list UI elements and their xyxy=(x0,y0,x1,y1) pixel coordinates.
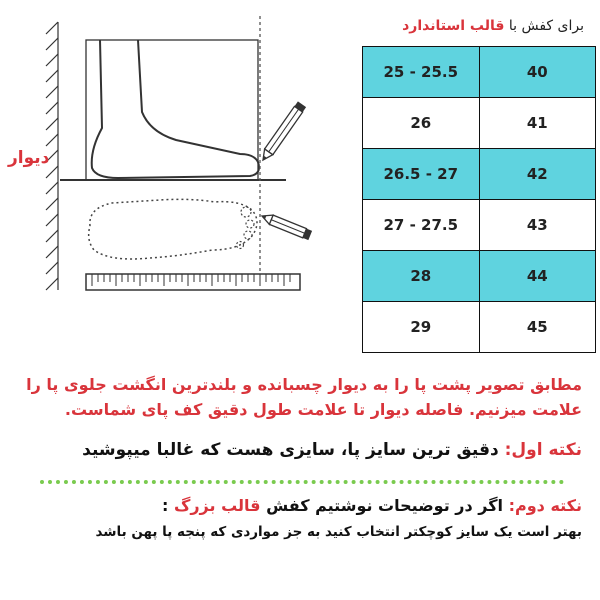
dotted-divider xyxy=(40,480,564,484)
table-title-accent: قالب استاندارد xyxy=(402,18,505,34)
size-table-title xyxy=(372,18,584,34)
shoe-size-cell: 43 xyxy=(479,200,596,251)
note-two-detail: بهتر است یک سایز کوچکتر انتخاب کنید به جز مواردی که پنجه پا پهن باشد xyxy=(95,524,582,540)
note-two-text: اگر در توضیحات نوشتیم کفش xyxy=(266,496,504,515)
note-two-label: نکته دوم: xyxy=(508,496,582,515)
shoe-size-cell: 41 xyxy=(479,98,596,149)
foot-length-cell: 26.5 - 27 xyxy=(363,149,480,200)
instruction-line: مطابق تصویر پشت پا را به دیوار چسبانده و بلندترین انگشت جلوی پا را xyxy=(26,375,582,394)
measurement-instructions xyxy=(20,372,582,422)
table-title-prefix: برای کفش با xyxy=(508,18,584,34)
foot-length-cell: 28 xyxy=(363,251,480,302)
foot-length-cell: 27 - 27.5 xyxy=(363,200,480,251)
note-two-colon: : xyxy=(161,496,169,515)
ruler-icon xyxy=(86,274,300,290)
foot-length-cell: 25 - 25.5 xyxy=(363,47,480,98)
foot-side-icon xyxy=(92,40,259,178)
table-row xyxy=(363,47,596,98)
note-one-label: نکته اول: xyxy=(504,440,582,460)
shoe-size-cell: 42 xyxy=(479,149,596,200)
table-row xyxy=(363,251,596,302)
wall-label: دیوار xyxy=(8,148,50,168)
note-one-text: دقیق ترین سایز پا، سایزی هست که غالبا میپوشید xyxy=(82,440,499,460)
foot-length-cell: 26 xyxy=(363,98,480,149)
shoe-size-cell: 45 xyxy=(479,302,596,353)
side-view-frame xyxy=(86,40,258,180)
table-row xyxy=(363,98,596,149)
note-two-accent: قالب بزرگ xyxy=(173,496,261,515)
pencil-icon xyxy=(259,101,306,162)
foot-measurement-illustration xyxy=(0,0,350,300)
foot-length-cell: 29 xyxy=(363,302,480,353)
shoe-size-cell: 44 xyxy=(479,251,596,302)
note-one xyxy=(20,440,582,460)
note-two xyxy=(20,496,582,515)
shoe-size-cell: 40 xyxy=(479,47,596,98)
table-row xyxy=(363,149,596,200)
pencil-icon xyxy=(260,211,312,240)
size-table xyxy=(362,46,596,353)
toe-icon xyxy=(237,207,255,249)
foot-sole-icon xyxy=(89,199,257,259)
table-row xyxy=(363,200,596,251)
table-row xyxy=(363,302,596,353)
instruction-line: علامت میزنیم. فاصله دیوار تا علامت طول دقیق کف پای شماست. xyxy=(64,400,582,419)
